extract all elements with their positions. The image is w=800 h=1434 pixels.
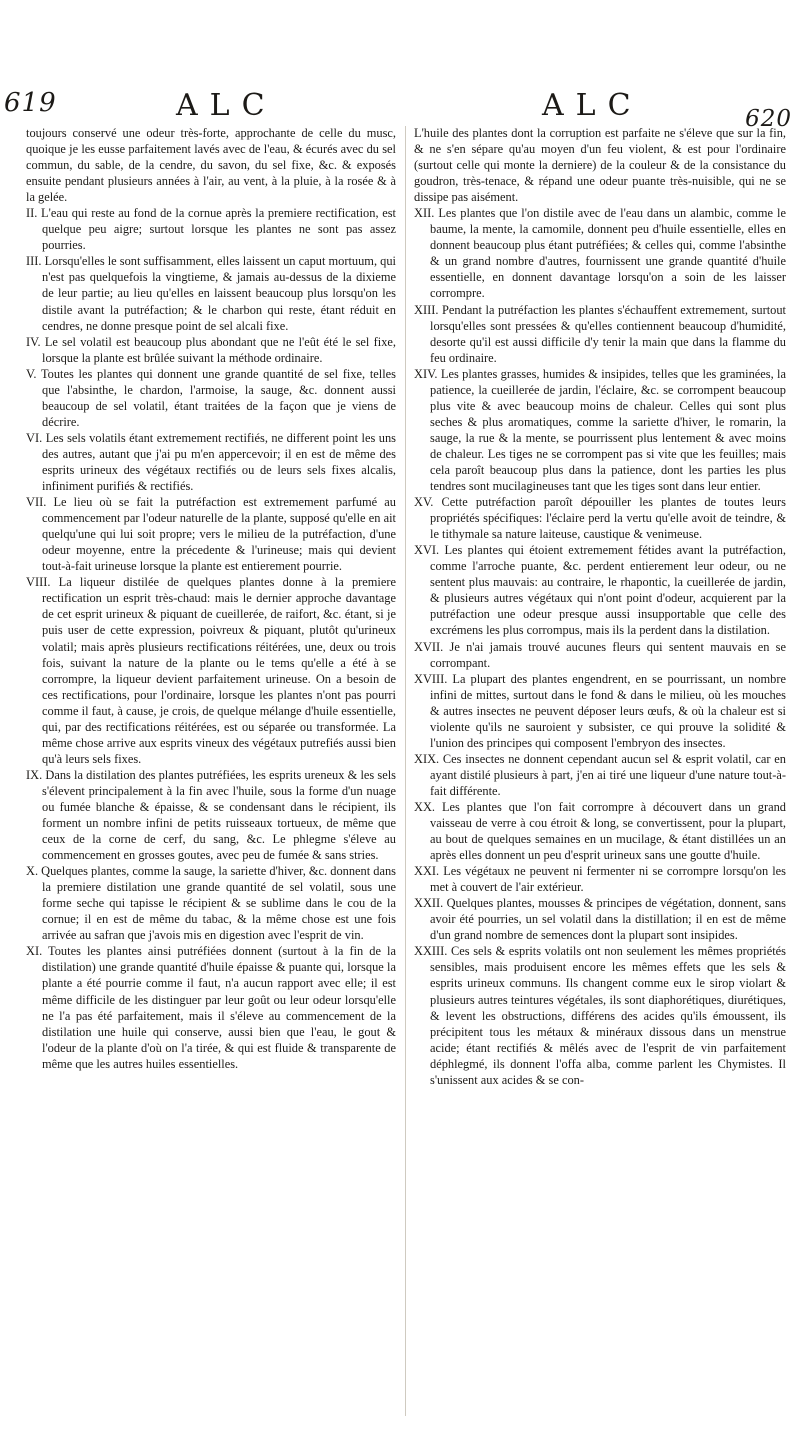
paragraph xyxy=(26,863,396,943)
right-running-head: ALC xyxy=(542,88,643,123)
paragraph-text: Dans la distilation des plantes putréfiées, les esprits ureneux & les sels s'élevent principalement à la fin avec l'huile, sous la forme d'un nuage ou fumée blanche & épaisse, & se condensant dans le récipient, ils forment un nombre infini de petits ruisseaux tortueux, de même que ceux de la corne de cerf, du sang, &c. Le phlegme s'éleve au commencement en grosses goutes, avec peu de fumée & sans stries. xyxy=(42,767,396,863)
paragraph-text: L'huile des plantes dont la corruption est parfaite ne s'éleve que sur la fin, & ne s'en sépare qu'au moyen d'un feu violent, & est pour l'ordinaire (surtout celle qui monte la derniere) de la couleur & de la consistance du goudron, très-tenace, & répand une odeur puante très-nuisible, qui ne se dissipe pas aisément. xyxy=(414,126,786,205)
paragraph-number: XXII. xyxy=(414,896,444,911)
right-column xyxy=(414,125,786,1425)
right-page-number: 620 xyxy=(745,106,792,132)
paragraph xyxy=(414,863,786,895)
paragraph xyxy=(26,943,396,1071)
paragraph-text: Toutes les plantes ainsi putréfiées donnent (surtout à la fin de la distilation) une grande quantité d'huile épaisse & puante qui, lorsque la plante a été pourrie comme il faut, n'a aucun rapport avec elle; il est même difficile de les distinguer par leur goût ou leur odeur lorsqu'elle ne l'a pas été parfaitement, mais il s'éleve au commencement de la distilation une huile qui conserve, aussi bien que l'eau, le gout & l'odeur de la plante d'où on l'a tirée, & qui est fluide & transparente de même que les autres huiles essentielles. xyxy=(42,944,396,1071)
paragraph-number: XVII. xyxy=(414,639,444,654)
paragraph-text: Pendant la putréfaction les plantes s'échauffent extremement, surtout lorsqu'elles sont pressées & qu'elles contiennent beaucoup d'humidité, desorte qu'il est aussi difficile d'y tenir la main que dans la flamme du feu ordinaire. xyxy=(430,302,786,365)
paragraph-number: XIV. xyxy=(414,366,438,381)
paragraph-text: L'eau qui reste au fond de la cornue après la premiere rectification, est quelque peu aigre; surtout lorsque les plantes ne sont pas assez pourries. xyxy=(41,206,396,253)
paragraph-text: Ces insectes ne donnent cependant aucun sel & esprit volatil, car en ayant distilé plusieurs à part, j'en ai tiré une liqueur d'une nature tout-à-fait différente. xyxy=(430,751,786,798)
paragraph-text: Les plantes que l'on fait corrompre à découvert dans un grand vaisseau de verre à cou étroit & long, se convertissent, pour la plupart, au bout de quelques semaines en un mucilage, & étant distillées un an après elles donnent un peu d'esprit urineux sans une goutte d'huile. xyxy=(430,799,786,863)
paragraph-number: VII. xyxy=(26,495,47,510)
paragraph xyxy=(414,302,786,366)
paragraph-number: XVI. xyxy=(414,543,440,558)
paragraph-text: Toutes les plantes qui donnent une grande quantité de sel fixe, telles que l'absinthe, le chardon, l'armoise, la sauge, &c. donnent aussi beaucoup de sel volatil, étant traitées de la façon que je viens de décrire. xyxy=(40,366,396,429)
paragraph-text: Lorsqu'elles le sont suffisamment, elles laissent un caput mortuum, qui n'est pas quelquefois la vingtieme, & jamais au-dessus de la dixieme de leur partie; au lieu qu'elles en laissent beaucoup plus lorsqu'on les distile avant la putréfaction; & le charbon qui reste, étant réduit en cendres, ne donne presque point de sel alcali fixe. xyxy=(42,254,396,333)
paragraph xyxy=(26,334,396,366)
column-divider xyxy=(405,126,406,1416)
paragraph-text: Les plantes grasses, humides & insipides, telles que les graminées, la patience, la cueillerée de jardin, l'éclaire, &c. se corrompent beaucoup plus vite & avec beaucoup moins de chaleur. Celles qui sont plus seches & plus aromatiques, comme la sariette d'hiver, le romarin, la sauge, la rue & la mente, se pourrissent plus lentement & avec moins de chaleur. Les tiges ne se corrompent pas si vite que les feuilles; mais cela paroît beaucoup plus dans la patience, dont les parties les plus tendres sont mucilagineuses tant que les tiges sont dans leur entier. xyxy=(430,366,786,494)
paragraph-text: Quelques plantes, comme la sauge, la sariette d'hiver, &c. donnent dans la premiere distilation une grande quantité de sel volatil, sous une forme seche qui tapisse le récipient & se sublime dans le cou de la cornue; il en est de même du tabac, & la même chose est une fois arrivée au safran que j'avois mis en digestion avec l'esprit de vin. xyxy=(41,864,396,943)
left-column xyxy=(26,125,396,1425)
paragraph-text: toujours conservé une odeur très-forte, approchante de celle du musc, quoique je les eusse parfaitement lavés avec de l'eau, & écurés avec du sel commun, du sable, de la cendre, du savon, du sel fixe, &c. & exposés ensuite pendant plusieurs années à l'air, au vent, à la pluie, à la rosée & à la gelée. xyxy=(26,126,396,205)
paragraph xyxy=(26,366,396,430)
paragraph-text: Les végétaux ne peuvent ni fermenter ni se corrompre lorsqu'on les met à couvert de l'air extérieur. xyxy=(430,864,786,895)
paragraph xyxy=(26,205,396,253)
paragraph-number: XXI. xyxy=(414,864,440,879)
paragraph-text: Le lieu où se fait la putréfaction est extremement parfumé au commencement par l'odeur naturelle de la plante, supposé qu'elle en ait quelqu'une qui lui soit propre; vers le milieu de la putréfaction, d'une odeur moyenne, entre la précedente & l'urineuse; mais qui devient tout-à-fait urineuse lorsque la plante est entierement pourrie. xyxy=(42,495,396,574)
paragraph xyxy=(26,574,396,767)
paragraph-number: XII. xyxy=(414,206,435,221)
paragraph-number: XX. xyxy=(414,799,435,814)
paragraph xyxy=(414,205,786,301)
paragraph xyxy=(26,253,396,333)
paragraph-number: XI. xyxy=(26,944,43,959)
paragraph xyxy=(26,125,396,205)
paragraph xyxy=(414,943,786,1087)
paragraph xyxy=(414,125,786,205)
paragraph-number: XIII. xyxy=(414,302,439,317)
paragraph-text: Cette putréfaction paroît dépouiller les plantes de toutes leurs propriétés spécifiques: l'éclaire perd la vertu qu'elle avoit de teindre, & le tithymale sa nature laiteuse, caustique & venimeuse. xyxy=(430,495,786,542)
paragraph-text: Les plantes que l'on distile avec de l'eau dans un alambic, comme le baume, la mente, la camomile, donnent peu d'huile essentielle, elles en donnent beaucoup plus étant putréfiées; & celles qui, comme l'absinthe & un grand nombre d'autres, fournissent une grande quantité d'huile essentielle, en donnent davantage lorsqu'on a soin de les laisser corrompre. xyxy=(430,206,786,301)
paragraph xyxy=(414,751,786,799)
paragraph-number: III. xyxy=(26,254,42,269)
paragraph xyxy=(26,767,396,863)
paragraph xyxy=(26,494,396,574)
paragraph-number: XV. xyxy=(414,495,434,510)
paragraph-number: X. xyxy=(26,864,39,879)
paragraph-number: VI. xyxy=(26,430,43,445)
paragraph xyxy=(26,430,396,494)
paragraph xyxy=(414,366,786,494)
paragraph-text: Je n'ai jamais trouvé aucunes fleurs qui sentent mauvais en se corrompant. xyxy=(430,639,786,670)
paragraph xyxy=(414,671,786,751)
left-running-head: ALC xyxy=(176,88,277,123)
paragraph-number: VIII. xyxy=(26,575,51,590)
paragraph xyxy=(414,639,786,671)
left-page-number: 619 xyxy=(4,88,57,118)
paragraph-number: IX. xyxy=(26,767,43,782)
paragraph xyxy=(414,895,786,943)
paragraph xyxy=(414,542,786,638)
paragraph-text: Le sel volatil est beaucoup plus abondant que ne l'eût été le sel fixe, lorsque la plante est brûlée suivant la méthode ordinaire. xyxy=(42,334,396,365)
paragraph-number: V. xyxy=(26,366,37,381)
paragraph-number: XXIII. xyxy=(414,944,448,959)
paragraph-number: II. xyxy=(26,206,38,221)
paragraph-text: Les plantes qui étoient extremement fétides avant la putréfaction, comme l'arroche puante, &c. perdent entierement leur odeur, ou ne sentent plus mauvais: au contraire, le rhapontic, la cueillerée de jardin, & plusieurs autres végétaux qui n'ont point d'odeur, acquierent par la putréfaction une odeur presque aussi insupportable que celle des excrémens les plus corrompus, mais ils la perdent dans la distilation. xyxy=(430,543,786,638)
paragraph-number: IV. xyxy=(26,334,41,349)
paragraph-text: Quelques plantes, mousses & principes de végétation, donnent, sans avoir été pourries, un sel volatil dans la distillation; il en est de même d'un grand nombre de semences dont la plupart sont insipides. xyxy=(430,896,786,943)
paragraph-text: La plupart des plantes engendrent, en se pourrissant, un nombre infini de mittes, surtout dans le fond & dans le milieu, où les mouches & autres insectes ne peuvent déposer leurs œufs, & où la chaleur est si violente qu'ils ne sauroient y subsister, ce qui prouve la solidité & l'union des principes qui composent l'embryon des insectes. xyxy=(430,671,786,750)
paragraph-text: La liqueur distilée de quelques plantes donne à la premiere rectification un esprit très-chaud: mais le dernier approche davantage de cet esprit urineux & piquant de cueillerée, de raifort, &c. étant, si je puis user de cette expression, poivreux & piquant, plutôt qu'urineux volatil; mais après plusieurs rectifications réitérées, une, deux ou trois fois, suivant la nature de la plante ou le tems qu'elle a été à se corrompre, la liqueur devient parfaitement urineuse. On a besoin de ces rectifications, pour l'ordinaire, lorsque les plantes n'ont pas pourri comme il faut, à cause, je crois, de quelque mélange d'huile essentielle, qui, par des rectifications réitérées, est ou séparée ou transformée. La même chose arrive aux esprits vineux des végétaux putrefiés aussi bien qu'à leurs sels fixes. xyxy=(42,575,396,766)
paragraph-number: XIX. xyxy=(414,751,440,766)
paragraph-text: Ces sels & esprits volatils ont non seulement les mêmes propriétés sensibles, mais produisent encore les mêmes effets que les sels & esprits urineux communs. Ils changent comme eux le sirop violart & plusieurs autres teintures végétales, ils sont diaphorétiques, diurétiques, & levent les obstructions, différens des acides qu'ils émoussent, ils précipitent tous les métaux & minéraux dissous dans un menstrue acide; étant rectifiés & mêlés avec de l'esprit de vin parfaitement déphlegmé, ils donnent l'offa alba, comme parlent les Chymistes. Il s'unissent aux acides & se con- xyxy=(430,944,786,1087)
paragraph xyxy=(414,494,786,542)
paragraph xyxy=(414,799,786,863)
paragraph-text: Les sels volatils étant extremement rectifiés, ne different point les uns des autres, autant que j'ai pu m'en appercevoir; il en est de même des esprits urineux des végétaux rectifiés ou de leurs sels fixes alcalis, infiniment purifiés & rectifiés. xyxy=(42,430,396,494)
paragraph-number: XVIII. xyxy=(414,671,448,686)
